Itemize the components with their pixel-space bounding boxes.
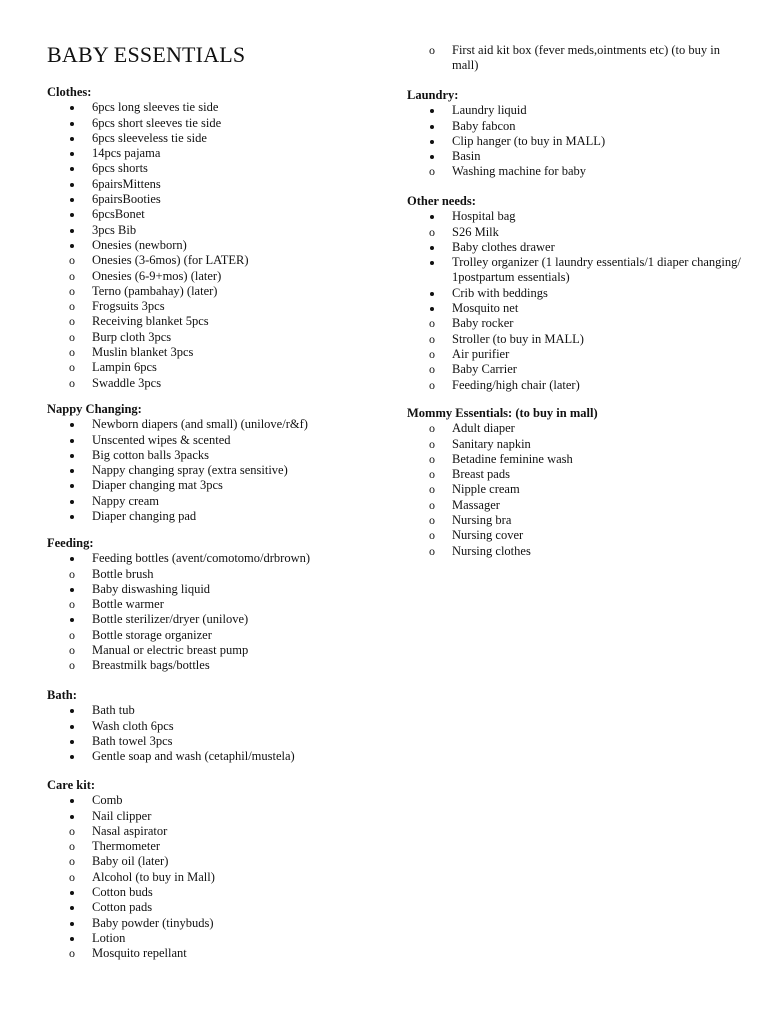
list-item bbox=[47, 116, 377, 131]
list-item bbox=[47, 931, 377, 946]
item-text: Baby clothes drawer bbox=[452, 239, 555, 254]
item-text: Sanitary napkin bbox=[452, 436, 531, 451]
list-item bbox=[407, 209, 747, 224]
section-heading: Mommy Essentials: (to buy in mall) bbox=[407, 406, 598, 420]
list-item bbox=[47, 793, 377, 808]
list-item bbox=[47, 734, 377, 749]
list-item bbox=[47, 885, 377, 900]
document-title: BABY ESSENTIALS bbox=[47, 42, 246, 67]
list-item bbox=[47, 463, 377, 478]
item-text: Baby diswashing liquid bbox=[92, 581, 211, 596]
list-item bbox=[47, 719, 377, 734]
list-item bbox=[47, 551, 377, 566]
item-text: Manual or electric breast pump bbox=[92, 643, 249, 658]
item-text: Receiving blanket 5pcs bbox=[92, 314, 209, 329]
item-text: Baby rocker bbox=[452, 316, 514, 331]
list-item bbox=[47, 161, 377, 176]
list-item bbox=[407, 513, 747, 528]
item-text: Burp cloth 3pcs bbox=[92, 329, 172, 344]
list-item bbox=[407, 378, 747, 393]
list-item bbox=[47, 824, 377, 839]
list-item bbox=[407, 467, 747, 482]
list-item bbox=[47, 223, 377, 238]
section-bath bbox=[47, 688, 377, 764]
item-text: Diaper changing mat 3pcs bbox=[92, 478, 223, 493]
list-item bbox=[47, 628, 377, 643]
list-item bbox=[47, 870, 377, 885]
item-text: Washing machine for baby bbox=[452, 164, 587, 179]
list-item bbox=[407, 286, 747, 301]
section-heading: Other needs: bbox=[407, 194, 476, 208]
section-care-kit bbox=[47, 778, 377, 962]
item-text: 6pcs long sleeves tie side bbox=[92, 100, 219, 115]
item-text: Bottle brush bbox=[92, 566, 154, 581]
list-item bbox=[407, 255, 747, 286]
list-item bbox=[47, 360, 377, 375]
item-text: Laundry liquid bbox=[452, 103, 527, 118]
item-text: Bottle storage organizer bbox=[92, 627, 212, 642]
item-text: Onesies (6-9+mos) (later) bbox=[92, 268, 222, 283]
list-item bbox=[407, 332, 747, 347]
list-item bbox=[407, 134, 747, 149]
list-item bbox=[407, 528, 747, 543]
list-item bbox=[47, 330, 377, 345]
section-nappy-changing bbox=[47, 402, 377, 524]
list-item bbox=[47, 299, 377, 314]
section-clothes bbox=[47, 85, 377, 391]
item-text: Nipple cream bbox=[452, 482, 520, 497]
item-text: Alcohol (to buy in Mall) bbox=[92, 869, 215, 884]
item-text: Onesies (newborn) bbox=[92, 237, 187, 252]
list-item bbox=[47, 749, 377, 764]
item-text: Cotton buds bbox=[92, 885, 153, 900]
list-item bbox=[47, 854, 377, 869]
item-text: Mosquito net bbox=[452, 301, 519, 316]
item-text: Feeding/high chair (later) bbox=[452, 377, 580, 392]
list-item bbox=[47, 567, 377, 582]
item-text: First aid kit box (fever meds,ointments etc) (to buy in mall) bbox=[452, 43, 721, 73]
list-item bbox=[47, 433, 377, 448]
item-text: Feeding bottles (avent/comotomo/drbrown) bbox=[92, 551, 311, 566]
item-text: Nursing clothes bbox=[452, 543, 531, 558]
section-feeding bbox=[47, 536, 377, 674]
section-heading: Bath: bbox=[47, 688, 77, 702]
item-text: 6pairsMittens bbox=[92, 176, 161, 191]
list-item bbox=[47, 207, 377, 222]
list-item bbox=[47, 946, 377, 961]
item-text: 6pairsBooties bbox=[92, 192, 161, 207]
list-item bbox=[407, 103, 747, 118]
item-text: Nursing bra bbox=[452, 513, 512, 528]
list-item bbox=[407, 482, 747, 497]
list-item bbox=[47, 448, 377, 463]
list-item bbox=[47, 131, 377, 146]
list-item bbox=[47, 582, 377, 597]
list-item bbox=[47, 284, 377, 299]
section-mommy-essentials-to-buy-in-mall bbox=[407, 406, 747, 559]
item-text: Frogsuits 3pcs bbox=[92, 299, 165, 314]
item-text: Lotion bbox=[92, 930, 126, 945]
section-heading: Feeding: bbox=[47, 536, 94, 550]
list-item bbox=[47, 345, 377, 360]
list-item bbox=[407, 452, 747, 467]
item-text: Nappy changing spray (extra sensitive) bbox=[92, 463, 288, 478]
list-item bbox=[47, 417, 377, 432]
list-item bbox=[407, 301, 747, 316]
item-text: 6pcsBonet bbox=[92, 207, 145, 222]
list-item bbox=[47, 809, 377, 824]
item-text: Big cotton balls 3packs bbox=[92, 447, 209, 462]
item-text: 6pcs shorts bbox=[92, 161, 148, 176]
item-text: Swaddle 3pcs bbox=[92, 375, 162, 390]
item-text: Baby Carrier bbox=[452, 362, 517, 377]
list-item bbox=[407, 225, 747, 240]
item-text: Massager bbox=[452, 497, 500, 512]
item-text: Baby powder (tinybuds) bbox=[92, 915, 214, 930]
item-text: Gentle soap and wash (cetaphil/mustela) bbox=[92, 749, 295, 764]
item-text: Baby fabcon bbox=[452, 118, 516, 133]
list-item bbox=[407, 347, 747, 362]
item-text: Diaper changing pad bbox=[92, 509, 197, 524]
list-item bbox=[47, 900, 377, 915]
list-item bbox=[407, 149, 747, 164]
item-text: Lampin 6pcs bbox=[92, 360, 157, 375]
list-item bbox=[47, 269, 377, 284]
list-item bbox=[407, 164, 747, 179]
item-text: 14pcs pajama bbox=[92, 146, 161, 161]
item-text: Clip hanger (to buy in MALL) bbox=[452, 133, 606, 148]
item-text: Nail clipper bbox=[92, 808, 152, 823]
item-text: Mosquito repellant bbox=[92, 946, 187, 961]
item-text: Cotton pads bbox=[92, 900, 153, 915]
item-text: Trolley organizer (1 laundry essentials/1 diaper changing/ 1postpartum essentials) bbox=[452, 255, 741, 285]
list-item bbox=[407, 43, 747, 74]
item-text: Wash cloth 6pcs bbox=[92, 718, 174, 733]
list-item bbox=[47, 839, 377, 854]
list-item bbox=[47, 612, 377, 627]
item-text: Nappy cream bbox=[92, 493, 159, 508]
list-item bbox=[47, 238, 377, 253]
item-text: Breast pads bbox=[452, 467, 510, 482]
item-text: 6pcs sleeveless tie side bbox=[92, 130, 207, 145]
list-item bbox=[407, 316, 747, 331]
item-text: Thermometer bbox=[92, 839, 161, 854]
item-text: Basin bbox=[452, 149, 481, 164]
item-text: Baby oil (later) bbox=[92, 854, 169, 869]
item-text: Bath towel 3pcs bbox=[92, 733, 173, 748]
list-item bbox=[407, 437, 747, 452]
item-text: Air purifier bbox=[452, 346, 510, 361]
section-heading: Laundry: bbox=[407, 88, 459, 102]
list-item bbox=[407, 362, 747, 377]
list-item bbox=[47, 177, 377, 192]
list-item bbox=[47, 643, 377, 658]
item-text: Hospital bag bbox=[452, 209, 516, 224]
list-item bbox=[47, 597, 377, 612]
list-item bbox=[47, 494, 377, 509]
section-heading: Clothes: bbox=[47, 85, 92, 99]
list-item bbox=[47, 478, 377, 493]
list-item bbox=[407, 240, 747, 255]
item-text: Crib with beddings bbox=[452, 285, 548, 300]
item-text: 6pcs short sleeves tie side bbox=[92, 115, 222, 130]
list-item bbox=[47, 100, 377, 115]
section-laundry bbox=[407, 88, 747, 180]
section-other-needs bbox=[407, 194, 747, 393]
item-text: Onesies (3-6mos) (for LATER) bbox=[92, 253, 249, 268]
list-item bbox=[47, 658, 377, 673]
item-text: Stroller (to buy in MALL) bbox=[452, 331, 584, 346]
list-item bbox=[47, 192, 377, 207]
list-item bbox=[407, 119, 747, 134]
item-text: Bath tub bbox=[92, 703, 135, 718]
item-text: Adult diaper bbox=[452, 421, 515, 436]
section-heading: Nappy Changing: bbox=[47, 402, 142, 416]
item-text: Muslin blanket 3pcs bbox=[92, 345, 194, 360]
section-heading: Care kit: bbox=[47, 778, 96, 792]
item-text: Comb bbox=[92, 793, 123, 808]
item-text: S26 Milk bbox=[452, 224, 499, 239]
item-text: 3pcs Bib bbox=[92, 222, 137, 237]
item-text: Nursing cover bbox=[452, 528, 524, 543]
list-item bbox=[407, 421, 747, 436]
list-item bbox=[47, 146, 377, 161]
item-text: Newborn diapers (and small) (unilove/r&f) bbox=[92, 417, 308, 432]
list-item bbox=[47, 376, 377, 391]
item-text: Breastmilk bags/bottles bbox=[92, 658, 210, 673]
item-text: Bottle sterilizer/dryer (unilove) bbox=[92, 612, 249, 627]
list-item bbox=[47, 916, 377, 931]
list-item bbox=[407, 498, 747, 513]
list-item bbox=[47, 703, 377, 718]
list-item bbox=[407, 544, 747, 559]
section-continued bbox=[407, 43, 747, 74]
item-text: Bottle warmer bbox=[92, 597, 164, 612]
item-text: Unscented wipes & scented bbox=[92, 432, 231, 447]
item-text: Betadine feminine wash bbox=[452, 451, 573, 466]
list-item bbox=[47, 314, 377, 329]
item-text: Nasal aspirator bbox=[92, 823, 168, 838]
list-item bbox=[47, 253, 377, 268]
item-text: Terno (pambahay) (later) bbox=[92, 283, 218, 298]
list-item bbox=[47, 509, 377, 524]
